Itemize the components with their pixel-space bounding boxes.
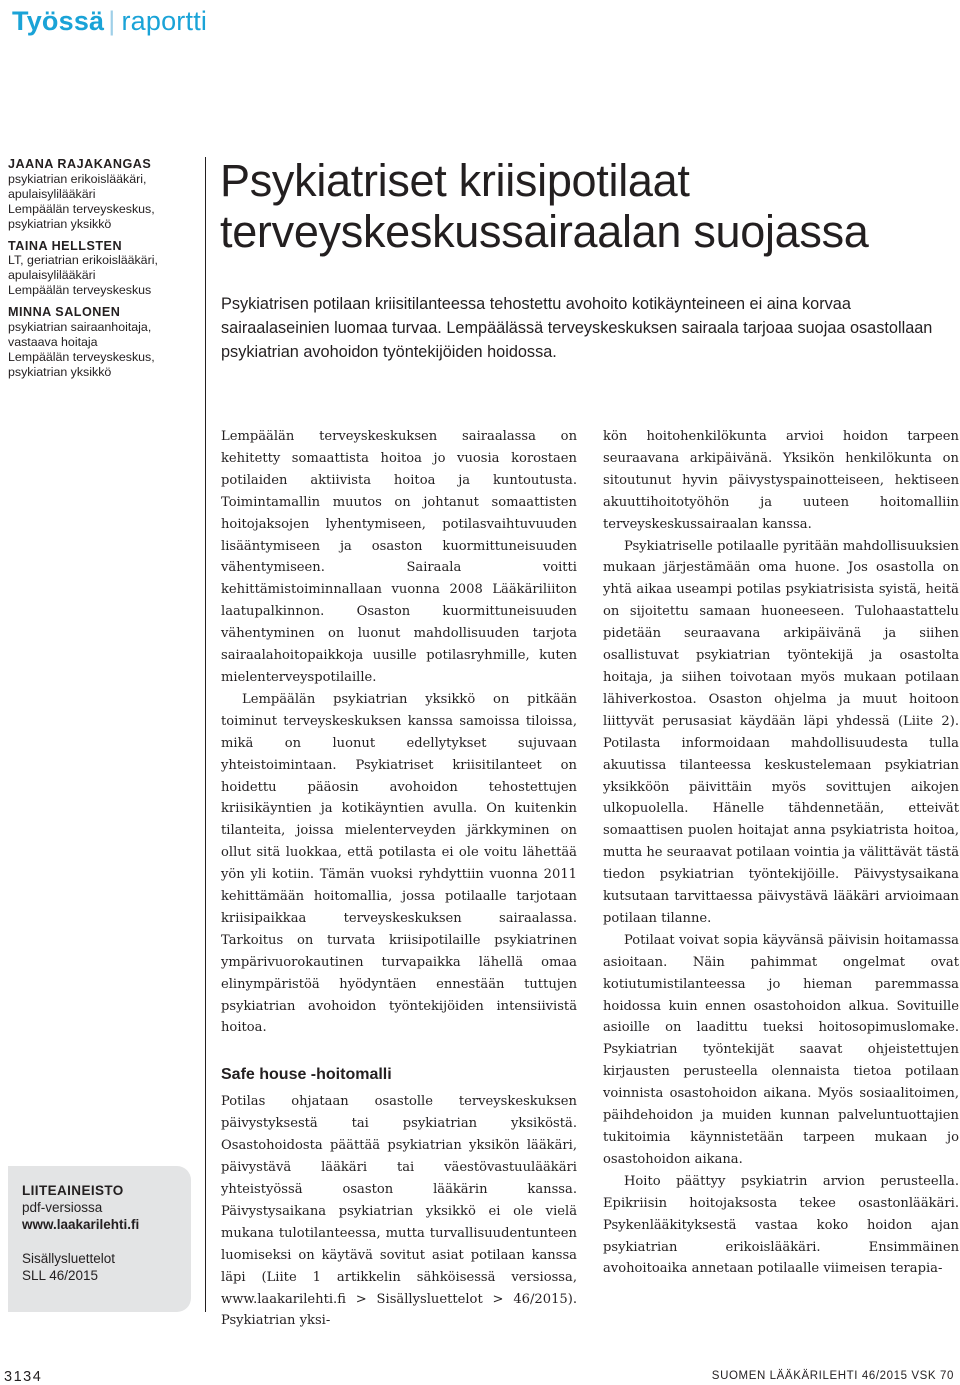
subsection-title: raportti xyxy=(121,6,208,36)
author-affiliation: psykiatrian yksikkö xyxy=(8,364,112,379)
article-lead: Psykiatrisen potilaan kriisitilanteessa tehostettu avohoito kotikäynteineen ei aina korvaa sairaalaseinien luomaa turvaa. Lempäälässä terveyskeskuksen sairaala tarjoaa suojaa osastollaan psykiatrian avohoidon työntekijöiden hoidossa. xyxy=(221,295,933,361)
paragraph: Psykiatriselle potilaalle pyritään mahdollisuuksien mukaan järjestämään oma huone. Jos osastolla on yhtä aikaa useampi potilas psykiatrisista syistä, heitä on sijoitettu samaan huoneeseen. Tulohaastattelu pidetään seuraavana arkipäivänä ja siihen osallistuvat psykiatrian työntekijä ja osastolta hoitaja, ja siihen toivotaan myös mukaan potilaan lähiverkostoa. Osaston ohjelma ja muut hoitoon liittyvät perusasiat käydään läpi yhdessä (Liite 2). Potilasta informoidaan mahdollisuudesta tulla akuutissa tilanteessa keskustelemaan psykiatrian yksikköön päivittäin myös sovittujen aikojen ulkopuolella. Hänelle tähdennetään, etteivät somaattisen puolen hoitajat anna psykiatrista hoitoa, mutta he seuraavat potilaan vointia ja välittävät tästä tiedon psykiatrian työntekijöille. Päivystysaikana kutsutaan tarvittaessa päivystävä lääkäri arvioimaan potilaan tilanne. xyxy=(603,538,959,926)
page-header xyxy=(12,4,207,38)
author-affiliation: apulaisylilääkäri xyxy=(8,186,96,201)
author-affiliation: vastaava hoitaja xyxy=(8,334,98,349)
paragraph: Potilaat voivat sopia käyvänsä päivisin hoitamassa asioitaan. Näin pahimmat ongelmat ovat kotiutumistilanteessa jo hieman paremmassa hoidossa kuin ennen osastohoidon alkua. Sovituille asioille on laadittu tueksi hoitosopimuslomake. Psykiatrian työntekijät saavat ohjeistettujen kirjausten perusteella olennaista tietoa potilaan voinnista osastohoidon aikana. Myös sosiaalitoimen, päihdehoidon ja muiden kunnan palveluntuottajien tukitoimia käynnistetään tarpeen mukaan jo osastohoidon aikana. xyxy=(603,932,959,1167)
supplement-box xyxy=(8,1166,191,1312)
article-title-line-1: Psykiatriset kriisipotilaat xyxy=(220,155,690,206)
paragraph: Potilas ohjataan osastolle terveyskeskuksen päivystyksestä tai psykiatrian yksiköstä. Osastohoidosta päättää psykiatrian yksikön lääkäri, päivystävä lääkäri tai väestövastuulääkäri yhteistyössä osaston lääkärin kanssa. Päivystysaikana psykiatrian yksikkö ei ole vielä mukana tulotilanteessa, mutta turvallisuudentunteen luomiseksi on käytävä sovitut asiat potilaan kanssa läpi (Liite 1 artikkelin sähköisessä versiossa, www.laakarilehti.fi > Sisällysluettelot > 46/2015). Psykiatrian yksi- xyxy=(221,1094,577,1329)
author-affiliation: psykiatrian erikoislääkäri, xyxy=(8,171,147,186)
author-name: MINNA SALONEN xyxy=(8,305,121,320)
supplement-label: LIITEAINEISTO xyxy=(22,1183,124,1198)
spacer xyxy=(22,1233,179,1250)
section-heading: Safe house -hoitomalli xyxy=(221,1066,392,1084)
article-title xyxy=(220,155,950,257)
body-column-1 xyxy=(221,426,577,1332)
paragraph: Lempäälän psykiatrian yksikkö on pitkään toiminut terveyskeskuksen kanssa samoissa tiloissa, mikä on luonut edellytykset sujuvaan yhteistoimintaan. Psykiatriset kriisitilanteet on hoidettu pääosin avohoidon tehostettujen kriisikäyntien ja kotikäyntien avulla. On kuitenkin tilanteita, joissa mielenterveyden järkkyminen on ollut sitä luokkaa, että potilasta ei ole voitu lähettää yön yli kotiin. Tämän vuoksi ryhdyttiin vuonna 2011 kehittämään hoitomallia, jossa potilaalle tarjotaan kriisipaikkaa terveyskeskuksen sairaalassa. Tarkoitus on turvata kriisipotilaille psykiatrinen ympärivuorokautinen turvapaikka lähellä omaa elinympäristöä hyödyntäen ennestään tuttujen psykiatrian avohoidon työntekijöiden intensiivistä hoitoa. xyxy=(221,691,577,1036)
author-3 xyxy=(8,305,198,380)
author-affiliation: psykiatrian sairaanhoitaja, xyxy=(8,320,152,335)
author-affiliation: LT, geriatrian erikoislääkäri, xyxy=(8,253,158,268)
supplement-format: pdf-versiossa xyxy=(22,1200,103,1215)
column-divider xyxy=(205,157,206,1312)
header-separator: | xyxy=(108,6,116,36)
author-affiliation: Lempäälän terveyskeskus, xyxy=(8,349,155,364)
page-number: 3134 xyxy=(4,1369,43,1385)
supplement-link[interactable]: www.laakarilehti.fi xyxy=(22,1217,140,1232)
author-affiliation: Lempäälän terveyskeskus, xyxy=(8,201,155,216)
section-title: Työssä xyxy=(12,6,105,36)
author-name: JAANA RAJAKANGAS xyxy=(8,157,152,171)
author-1 xyxy=(8,157,198,232)
publication-info: SUOMEN LÄÄKÄRILEHTI 46/2015 VSK 70 xyxy=(711,1370,954,1382)
paragraph: Lempäälän terveyskeskuksen sairaalassa on kehitetty somaattista hoitoa jo vuosia korostaen potilaiden aktiivista hoitoa ja kuntoutusta. Toimintamallin muutos on johtanut somaattisten hoitojaksojen lyhentymiseen, potilasvaihtuvuuden lisääntymiseen ja osaston kuormittuneisuuden vähentymiseen. Sairaala voitti kehittämistoiminnallaan vuonna 2008 Lääkäriliiton laatupalkinnon. Osaston kuormittuneisuuden vähentyminen on luonut mahdollisuuden tarjota sairaalahoitopaikkoja uusille potilasryhmille, kuten mielenterveyspotilaille. xyxy=(221,429,577,685)
author-name: TAINA HELLSTEN xyxy=(8,238,123,253)
paragraph: kön hoitohenkilökunta arvioi hoidon tarpeen seuraavana arkipäivänä. Yksikön henkilökunta on sitoutunut hyvin päivystyspainotteiseen, hektiseen akuuttihoitotyöhön ja uuteen hoitomalliin terveyskeskussairaalan kanssa. xyxy=(603,429,959,532)
author-affiliation: apulaisylilääkäri xyxy=(8,268,96,283)
body-column-2 xyxy=(603,426,959,1280)
toc-label: Sisällysluettelot xyxy=(22,1251,116,1266)
issue-label: SLL 46/2015 xyxy=(22,1268,99,1283)
author-affiliation: psykiatrian yksikkö xyxy=(8,216,112,231)
article-title-line-2: terveyskeskussairaalan suojassa xyxy=(220,206,869,257)
author-2 xyxy=(8,239,198,299)
paragraph: Hoito päättyy psykiatrin arvion perusteella. Epikriisin hoitojaksosta tekee osastonlääkäri. Psykenlääkityksestä vastaa koko hoidon ajan psykiatrian erikoislääkäri. Ensimmäinen avohoitoaika annetaan potilaalle viimeisen terapia- xyxy=(603,1173,959,1277)
author-affiliation: Lempäälän terveyskeskus xyxy=(8,283,152,298)
author-list xyxy=(8,157,198,387)
